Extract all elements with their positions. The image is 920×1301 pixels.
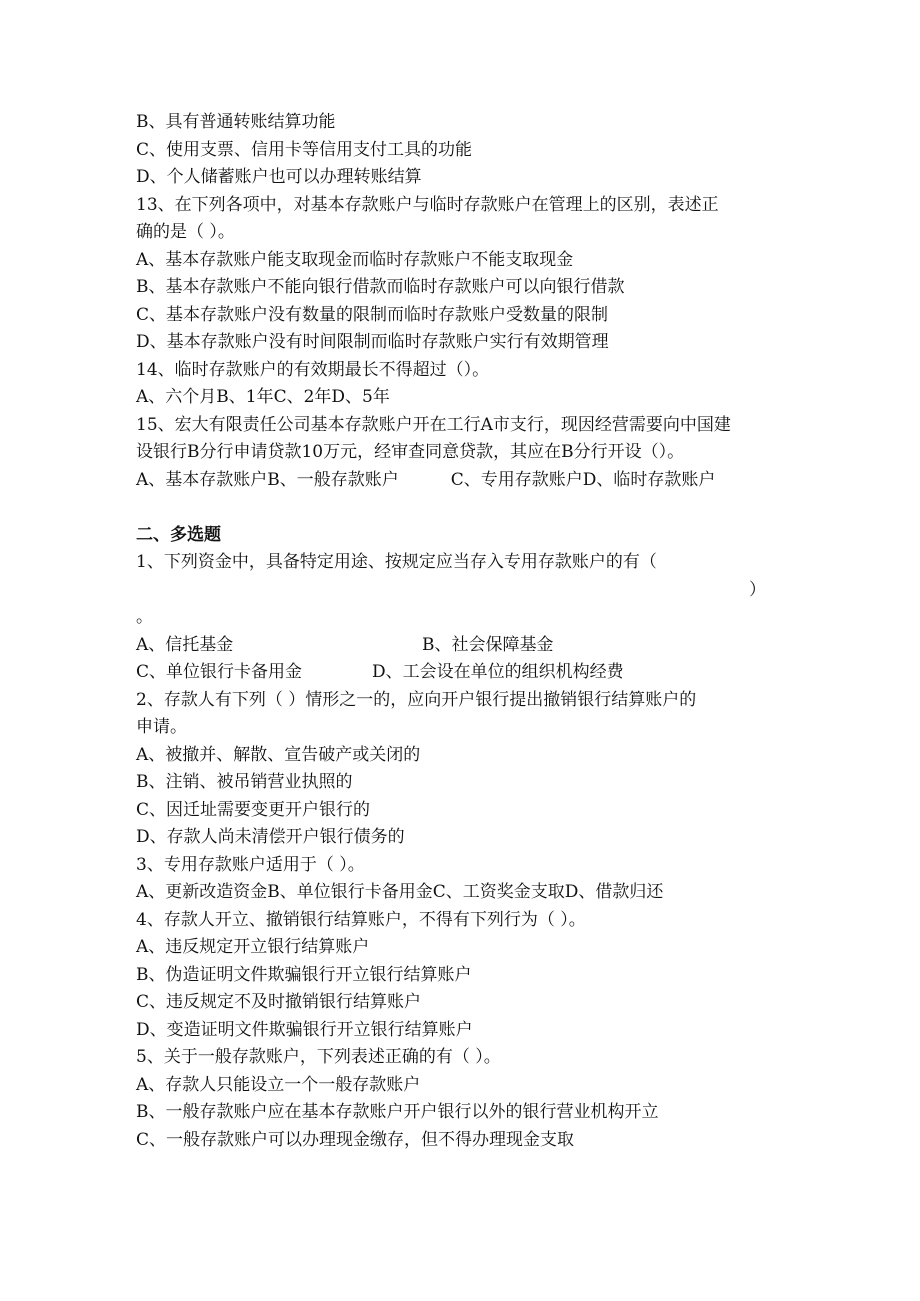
section-spacer [136, 494, 786, 522]
mq2-option-a: A、被撤并、解散、宣告破产或关闭的 [136, 744, 421, 765]
mq1-options-row1 [136, 632, 786, 660]
mq5-stem: 5、关于一般存款账户，下列表述正确的有（ ）。 [136, 1047, 501, 1067]
q15-options-right: C、专用存款账户D、临时存款账户 [450, 469, 716, 490]
mq3-options: A、更新改造资金B、单位银行卡备用金C、工资奖金支取D、借款归还 [136, 882, 664, 902]
q14-stem: 14、临时存款账户的有效期最长不得超过（）。 [136, 359, 490, 380]
mq1-stem: 1、下列资金中，具备特定用途、按规定应当存入专用存款账户的有（ [136, 552, 657, 572]
q13-option-a: A、基本存款账户能支取现金而临时存款账户不能支取现金 [136, 249, 574, 270]
mq2-option-d: D、存款人尚未清偿开户银行债务的 [136, 827, 405, 847]
mq1-option-c: C、单位银行卡备用金 [136, 662, 303, 682]
q12-option-b: B、具有普通转账结算功能 [136, 112, 336, 132]
q13-stem-line2: 确的是（ ）。 [136, 222, 235, 242]
mq1-stem-end: 。 [136, 607, 153, 627]
mq5-option-a: A、存款人只能设立一个一般存款账户 [136, 1074, 421, 1095]
mq2-stem-line1: 2、存款人有下列（ ）情形之一的，应向开户银行提出撤销银行结算账户的 [136, 689, 697, 710]
mq4-option-d: D、变造证明文件欺骗银行开立银行结算账户 [136, 1019, 473, 1040]
q14-options: A、六个月B、1年C、2年D、5年 [136, 387, 390, 407]
mq2-stem-line2: 申请。 [136, 717, 187, 737]
q12-option-c: C、使用支票、信用卡等信用支付工具的功能 [136, 139, 473, 160]
mq1-options-row2 [136, 659, 786, 687]
mq1-option-b: B、社会保障基金 [422, 634, 554, 655]
mq4-option-a: A、违反规定开立银行结算账户 [136, 937, 370, 957]
mq5-option-c: C、一般存款账户可以办理现金缴存，但不得办理现金支取 [136, 1129, 575, 1150]
q13-stem-line1: 13、在下列各项中，对基本存款账户与临时存款账户在管理上的区别，表述正 [136, 194, 719, 215]
q15-options [136, 467, 786, 495]
mq1-option-d: D、工会设在单位的组织机构经费 [372, 662, 624, 682]
q15-options-left: A、基本存款账户B、一般存款账户 [136, 469, 399, 490]
q13-option-d: D、基本存款账户没有时间限制而临时存款账户实行有效期管理 [136, 332, 609, 352]
mq2-option-b: B、注销、被吊销营业执照的 [136, 772, 353, 792]
mq1-option-a: A、信托基金 [136, 634, 234, 655]
mq4-stem: 4、存款人开立、撤销银行结算账户，不得有下列行为（ ）。 [136, 909, 586, 930]
mq1-stem-close: ） [749, 579, 766, 600]
mq4-option-c: C、违反规定不及时撤销银行结算账户 [136, 992, 422, 1012]
q13-option-b: B、基本存款账户不能向银行借款而临时存款账户可以向银行借款 [136, 277, 625, 297]
mq2-option-c: C、因迁址需要变更开户银行的 [136, 799, 371, 820]
mq5-option-b: B、一般存款账户应在基本存款账户开户银行以外的银行营业机构开立 [136, 1102, 659, 1122]
q15-stem-line2: 设银行B分行申请贷款10万元，经审查同意贷款，其应在B分行开设（）。 [136, 442, 685, 462]
q13-option-c: C、基本存款账户没有数量的限制而临时存款账户受数量的限制 [136, 304, 609, 325]
document-body [136, 109, 786, 1154]
mq3-stem: 3、专用存款账户适用于（ ）。 [136, 854, 365, 875]
section-heading-multi-choice: 二、多选题 [136, 524, 221, 545]
q15-stem-line1: 15、宏大有限责任公司基本存款账户开在工行A市支行，现因经营需要向中国建 [136, 414, 731, 435]
mq4-option-b: B、伪造证明文件欺骗银行开立银行结算账户 [136, 964, 472, 985]
q12-option-d: D、个人储蓄账户也可以办理转账结算 [136, 167, 422, 187]
